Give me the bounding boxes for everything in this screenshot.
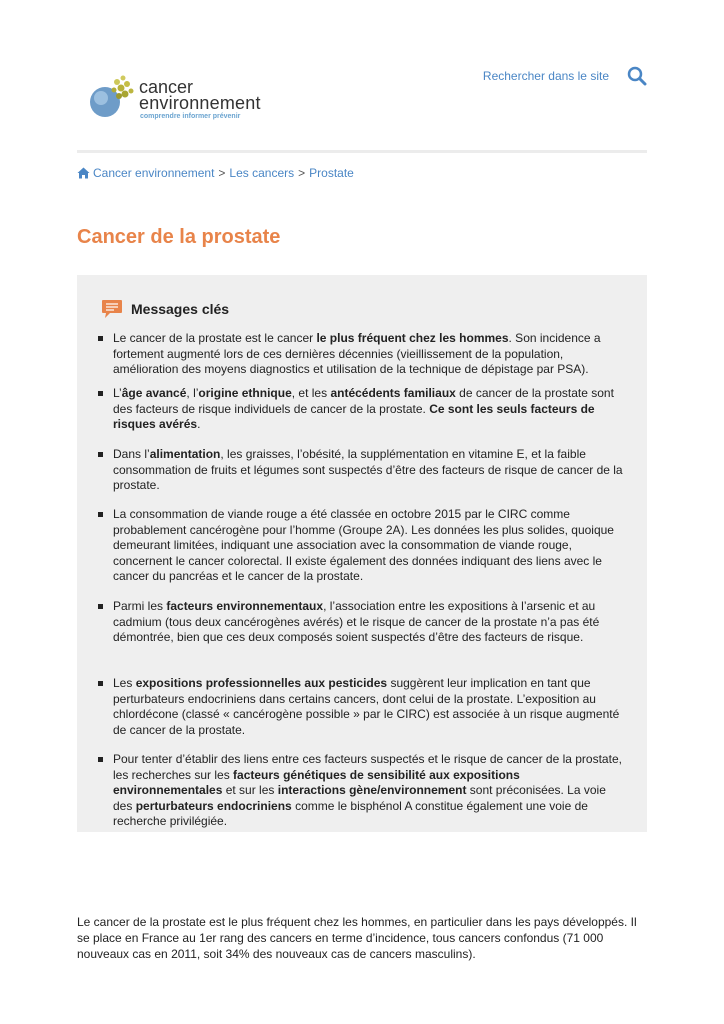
key-message-emphasis: perturbateurs endocriniens <box>135 798 292 813</box>
key-message-text: L’ <box>113 386 122 400</box>
logo-text-environnement: environnement <box>139 93 261 113</box>
key-message-text: . Son incidence a fortement augmenté lors de ces dernières décennies (vieillissement de la population, amélioration des moyens diagnostics et utilisation de la technique de dépistage par PSA). <box>113 331 601 376</box>
key-message-text: Pour tenter d’établir des liens entre ces facteurs suspectés et le risque de cancer de la prostate, les recherches sur les <box>113 752 622 782</box>
key-messages-title: Messages clés <box>131 301 230 317</box>
breadcrumb-item-les-cancers[interactable]: Les cancers <box>229 166 295 180</box>
breadcrumb-item-cancer-environnement[interactable]: Cancer environnement <box>93 166 215 180</box>
key-messages-box <box>77 275 647 832</box>
breadcrumb-separator: > <box>298 166 306 180</box>
key-message-text: Parmi les <box>113 599 167 613</box>
key-message-text: , l’ <box>186 386 199 400</box>
breadcrumb-item-prostate[interactable]: Prostate <box>309 166 354 180</box>
breadcrumb-separator: > <box>218 166 226 180</box>
key-message-emphasis: le plus fréquent chez les hommes <box>316 331 509 345</box>
key-message-text: , l’association entre les expositions à l’arsenic et au cadmium (tous deux cancérogènes avérés) et le risque de cancer de la prostate n’a pas été démontrée, bien que ces deux composés soient suspectés d’être des facteurs de risque. <box>113 599 600 644</box>
search-link[interactable]: Rechercher dans le site <box>482 69 609 83</box>
site-header <box>77 60 647 140</box>
key-message-emphasis: antécédents familiaux <box>330 386 456 400</box>
key-message-text: Dans l’ <box>113 447 150 461</box>
globe-logo-icon <box>87 72 137 122</box>
key-message-text: Le cancer de la prostate est le cancer <box>113 331 317 345</box>
key-message-text: Les <box>113 676 136 690</box>
key-message-text: , et les <box>291 386 331 400</box>
key-message-emphasis: facteurs génétiques de sensibilité aux expositions environnementales <box>113 767 520 797</box>
home-icon[interactable] <box>77 167 90 179</box>
key-message-item <box>97 331 625 378</box>
key-message-emphasis: facteurs environnementaux <box>166 599 324 613</box>
key-message-item <box>97 676 625 738</box>
key-message-item <box>97 599 625 646</box>
logo-text-cancer: cancer <box>139 77 194 97</box>
site-logo[interactable] <box>87 72 287 132</box>
key-message-emphasis: origine ethnique <box>198 386 292 400</box>
key-message-text: sont préconisées. La voie des <box>113 783 606 813</box>
key-message-emphasis: interactions gène/environnement <box>277 783 467 797</box>
site-search <box>483 66 647 86</box>
speech-bubble-icon <box>101 299 123 319</box>
key-message-text: suggèrent leur implication en tant que perturbateurs endocriniens dans certains cancers, dont celui de la prostate. L’exposition au chlordécone (classé « cancérogène possible » par le CIRC) est associée à un risque augmenté de cancer de la prostate. <box>113 676 620 737</box>
header-divider <box>77 150 647 153</box>
logo-tagline: comprendre informer prévenir <box>140 113 241 120</box>
key-message-emphasis: alimentation <box>149 447 221 461</box>
key-message-item <box>97 386 625 433</box>
key-message-item <box>97 447 625 494</box>
key-message-text: . <box>197 417 201 431</box>
breadcrumb <box>77 166 354 180</box>
key-messages-header <box>101 299 229 319</box>
key-message-emphasis: expositions professionnelles aux pesticides <box>135 676 388 690</box>
key-message-emphasis: Ce sont les seuls facteurs de risques avérés <box>113 401 595 431</box>
key-message-text: comme le bisphénol A constitue également une voie de recherche privilégiée. <box>113 798 588 828</box>
key-message-item <box>97 507 625 585</box>
key-message-emphasis: âge avancé <box>121 386 187 400</box>
key-message-item <box>97 752 625 830</box>
search-icon[interactable] <box>627 66 647 86</box>
key-message-text: et sur les <box>222 783 278 797</box>
key-message-text: , les graisses, l’obésité, la supplémentation en vitamine E, et la faible consommation de fruits et légumes sont suspectés d’être des facteurs de risque de cancer de la prostate. <box>113 447 623 492</box>
key-message-text: La consommation de viande rouge a été classée en octobre 2015 par le CIRC comme probablement cancérogène pour l’homme (Groupe 2A). Les données les plus solides, quoique demeurant limitées, indiquant une association avec la consommation de viande rouge, concernent le cancer colorectal. Il existe également des données indiquant des liens avec le cancer du pancréas et le cancer de la prostate. <box>113 507 614 583</box>
intro-paragraph: Le cancer de la prostate est le plus fréquent chez les hommes, en particulier dans les pays développés. Il se place en France au 1er rang des cancers en terme d’incidence, tous cancers confondus (71 000 nouveaux cas en 2011, soit 34% des nouveaux cas de cancers masculins). <box>77 915 637 961</box>
page-title: Cancer de la prostate <box>77 226 281 248</box>
key-message-text: de cancer de la prostate sont des facteurs de risque individuels de cancer de la prostate. <box>113 386 614 416</box>
